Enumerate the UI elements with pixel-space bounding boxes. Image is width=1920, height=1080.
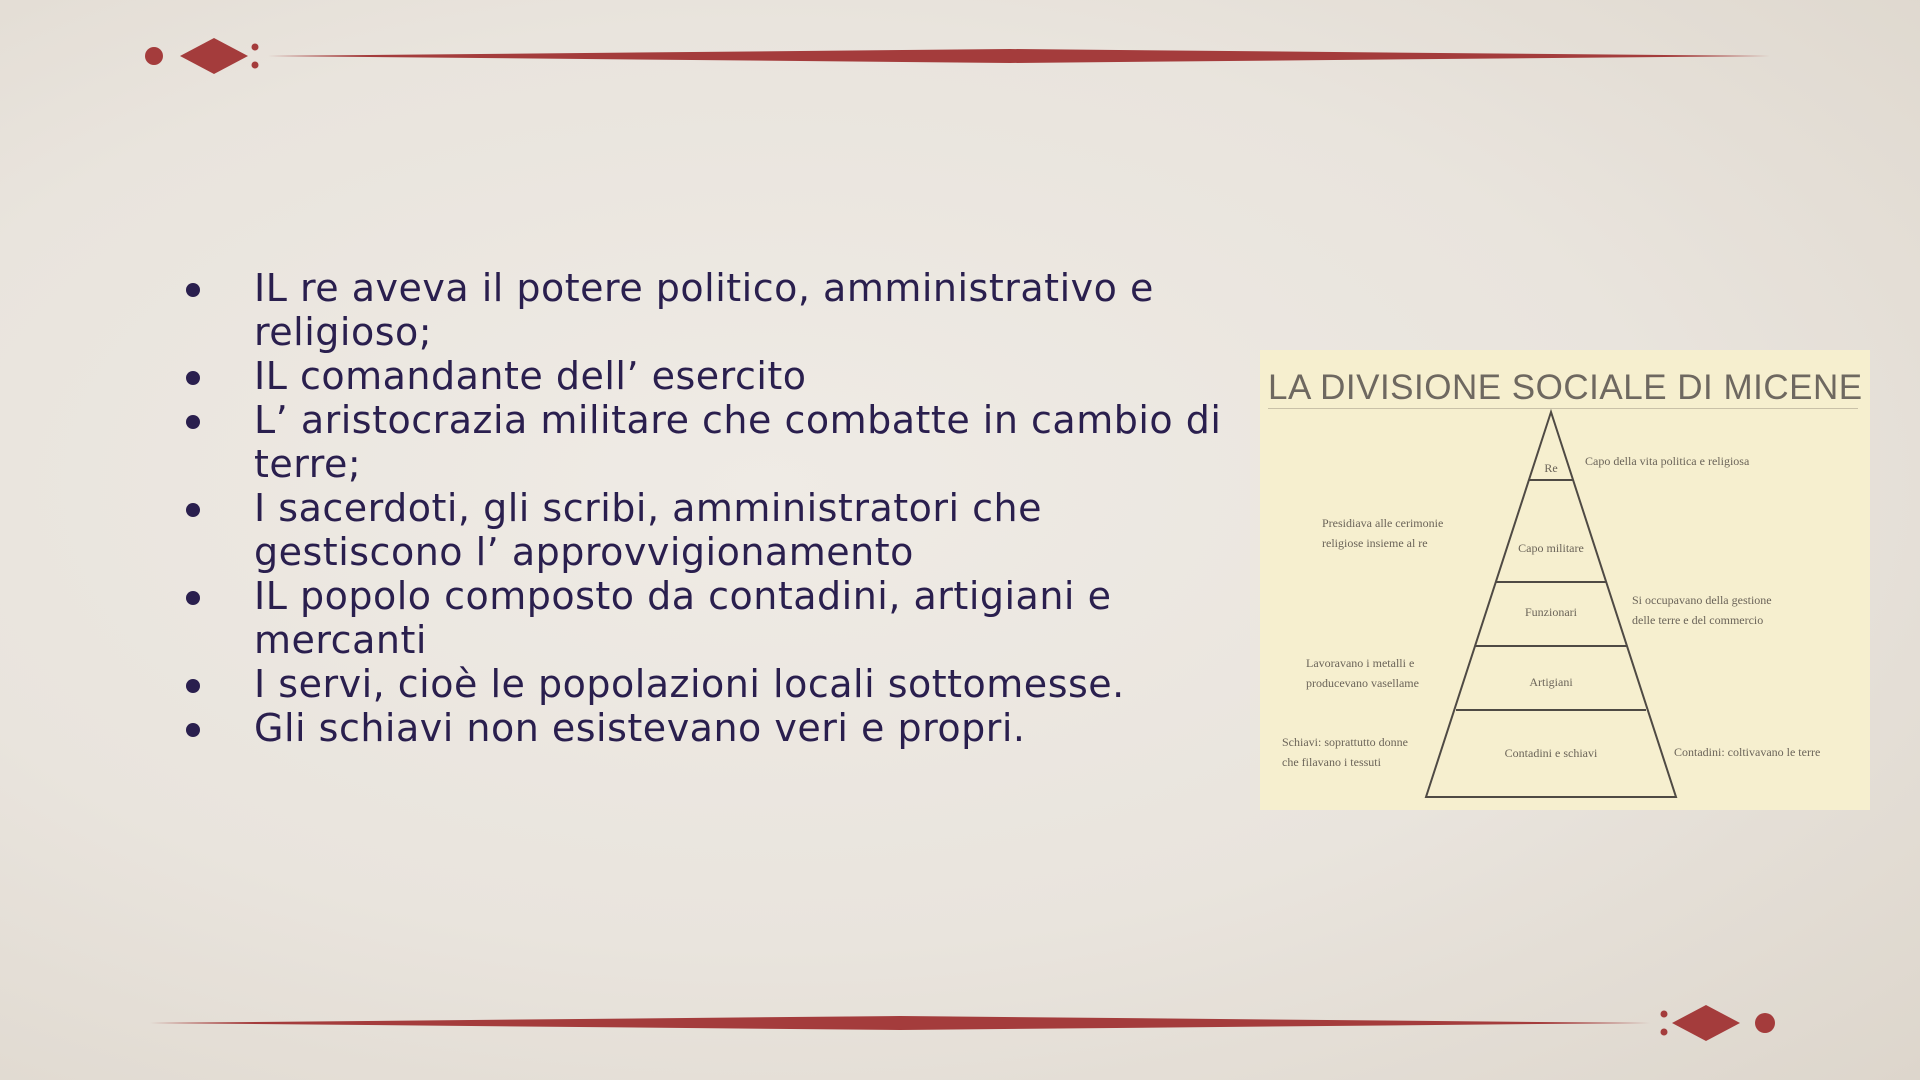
bullet-dot [186,503,200,517]
social-pyramid-diagram [1260,350,1870,810]
top-ornament-dot [145,47,163,65]
bottom-ornament-dot [1755,1013,1775,1033]
note-capo-militare: Presidiava alle cerimonie religiose insieme al re [1322,516,1444,550]
diagram-title: LA DIVISIONE SOCIALE DI MICENE [1268,368,1863,407]
bullet-item [180,706,1250,750]
bullet-dot [186,591,200,605]
note-contadini: Contadini: coltivavano le terre [1674,745,1821,759]
bullet-text: IL popolo composto da contadini, artigiani e mercanti [254,574,1112,662]
bullet-item [180,266,1250,354]
bullet-dot [186,723,200,737]
bullet-dot [186,283,200,297]
bullet-text: I sacerdoti, gli scribi, amministratori che gestiscono l’ approvvigionamento [254,486,1042,574]
bullet-item [180,486,1250,574]
bullet-text: Gli schiavi non esistevano veri e propri. [254,706,1026,750]
tier-contadini-schiavi: Contadini e schiavi [1504,746,1598,760]
tier-funzionari: Funzionari [1525,605,1577,619]
bullet-text: I servi, cioè le popolazioni locali sottomesse. [254,662,1125,706]
bottom-ornament-line [150,1016,1650,1030]
bullet-item [180,354,1250,398]
tier-re: Re [1544,461,1558,475]
note-artigiani: Lavoravano i metalli e producevano vasellame [1306,656,1419,690]
tier-capo-militare: Capo militare [1518,541,1584,555]
top-ornament-line [268,49,1770,63]
bullet-dot [186,679,200,693]
bullet-list [180,266,1250,750]
bullet-dot [186,371,200,385]
bullet-text: IL comandante dell’ esercito [254,354,807,398]
note-funzionari: Si occupavano della gestione delle terre e del commercio [1632,593,1772,627]
bullet-dot [186,415,200,429]
note-re: Capo della vita politica e religiosa [1585,454,1750,468]
bottom-ornament-diamond [1672,1005,1740,1041]
bullet-text: IL re aveva il potere politico, amministrativo e religioso; [254,266,1154,354]
bullet-item [180,398,1250,486]
bullet-text: L’ aristocrazia militare che combatte in cambio di terre; [254,398,1222,486]
bullet-item [180,662,1250,706]
tier-artigiani: Artigiani [1529,675,1573,689]
top-ornament-diamond [180,38,248,74]
bullet-item [180,574,1250,662]
note-schiavi: Schiavi: soprattutto donne che filavano i tessuti [1282,735,1408,769]
